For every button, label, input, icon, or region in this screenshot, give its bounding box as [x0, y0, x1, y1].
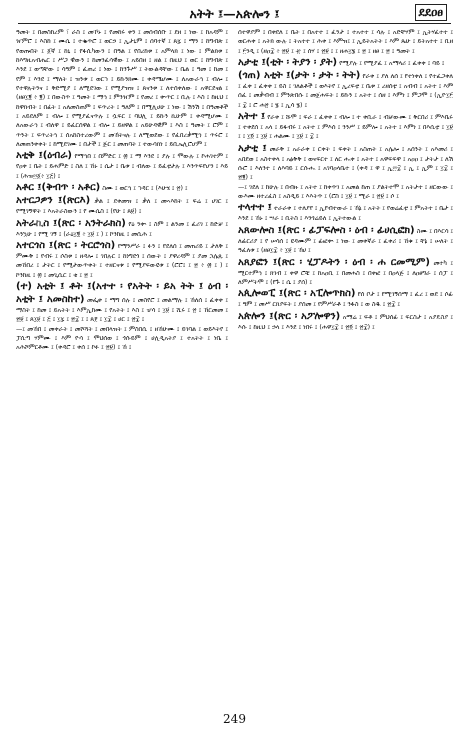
entry-definition: ቃል ፤ ደቀመዝ ፤ ቃለ ፤ መኣእከት ፤ ፍሬ ፤ ሀገር ፤ የሚገኝዋት ፤ እአትራስውን ፤ የ ሙሴስ ፤ (የሁ ፤ ጸ፱) ፤: [16, 198, 228, 216]
dictionary-entry: [238, 224, 453, 256]
entry-definition: ስሙ ፤ በእርሳ ፤ ለፊርሪያ ፤ የ ሠሳሰ ፤ ዩዳሙም ፤ ፊፎቍ ፤ ነው ፤ መቀኛራ ፤ ፈቀሪ ፤ ኸቁ ፤ ቸኔ ፤ ሠለት ፤ ዓፈለቱ ፤ (ዘፀ፲፰ ፥ ፲፱ ፤ ኸሀ ፤: [238, 227, 453, 255]
entry-definition: የራቀ ፤ ሹሞ ፤ ፍራ ፤ ፈቀቀ ፤ ብሎ ፤ ተ ቀቢራ ፤ ብቻውሙ ፤ ቅርበሪ ፤ ምእቤሩ ፤ ተቀደሰ ፤ አላ ፤ ይፋብሩ ፤ አትተ ፤ ምእሰ ፤ ንንሥ ፤ ይምሎ ፤ አትተ ፤ እምነ ፤ በእሲቲ ፤ ፲፱ ፤ ፤ ፲፬ ፤ ፲፱ ፤ ሐልሙ ፤ ፲፱ ፤ ፰ ፤: [238, 114, 453, 141]
entry-definition: ዓመት ፤ በመስከረም ፣ ራስ ፤ መኾኑ ፤ የመከሩ ቀን ፤ መሰብሰቡ ፤ ደዘ ፤ ነው ፤ ከአዳም ፤ ዠምሮ ፤ እስከ ፤ ሙሴ ፤ ተቈጥሮ ፤ ወርኃ ፤ ኢታኒም ፤ ሰባተኛ ፤ ጸ፯ ፤ ማን ፤ ከግብጽ ፤ የወጡበት ፤ ፩ኛ ፤ ከኒ ፤ የፋሲካውን ፤ በዓል ፤ የበረከቱ ፤ አምላክ ፤ ነው ፤ ምልክቱ ፤ ከእግዚአብሔር ፤ ሥጋ ዊውን ፤ ከመንፈሳዊው ፤ አይበዘ ፤ ዘል ፤ በዚህ ፤ ወር ፤ ከግብጽ ፤ እንደ ፤ ወጣቸው ፤ ሳዓም ፤ ፈጠረ ፤ ነው ፤ ከንጉሥ ፤ ትውልዳቸው ፤ ቤል ፤ ዓመ ፤ ከመ ፤ የም ፤ እንደ ፤ ማለት ፤ ዝንቱ ፤ ወርኀ ፤ ይኩንክሙ ፤ ቀዳሜሆሙ ፤ ለአውራኅ ፤ ብሎ ፤ የተዋሉትንና ፤ ቅድሚያ ፤ ለሚደገው ፤ የሚያዝዝ ፤ ጸናንቱ ፤ ለተሰቀለው ፤ አዋርደናል ፤ (ዘፀ፲፪ ፥ ፪) ፤ በውስጥ ፤ ዓመት ፤ ማኅ ፤ ምንዠም ፤ የመረ ፤ ቍጥር ፤ ቢሉ ፤ እስ ፤ ከዚህ ፤ ከዋክብት ፤ በፊት ፤ አለመስጠም ፤ ፍጥረት ፤ ዓለም ፤ በሚሊሀሁ ፤ ነው ፤ ሽንሽ ፤ በዓመቶች ፤ አይደለም ፤ ብሎ ፤ የሚያፈናጥሉ ፤ ሷፍር ፤ ባህሊ ፤ ይኩን ኪሁም ፤ ቀዳሚሆሙ ፤ ለአውራኅ ፤ ብለዋ ፤ ይፈርሰዋል ፤ ብሎ ፤ ይዘዋል ፤ አይሁዳዊም ፤ እስ ፤ ዓመት ፤ ሮም ፤ ጥንት ፤ ፍጥረትኅ ፤ ሰአከስተረውም ፤ መኸትናሉ ፤ ለሚወደው ፤ የፈበረቃሚኅ ፤ ጥሩሮ ፤ ለመጠንቀቀት ፤ ከሚደገሙ ፤ በታች ፤ ጅር ፤ መጠባት ፤ ተውሳክነ ፤ ይቢኤሊሮሆም ፤: [16, 29, 228, 149]
dictionary-entry: [16, 325, 228, 353]
dictionary-entry: [238, 256, 453, 288]
dictionary-entry: [238, 201, 453, 223]
dictionary-entry: [16, 217, 228, 239]
dictionary-entry: [16, 149, 228, 181]
entry-definition: የማንሥራ ፤ ፉን ፤ የደለሰ ፤ መጠሪይ ፤ ታለቅ ፤ ምሙቅ ፤ የብሩ ፤ ሶስቱ ፤ ዘዳሎ ፤ ገበሉር ፤ ከነግደጎ ፤ ሰውት ፤ ያዋረዳም ፤ ያመ ኋሌጹ ፤ መኸበረ ፤ ታትር ፤ የሚታውጥቀት ፤ ተዘርናቱ ፤ የሚያፍውዩቱ ፤ (ሮሮ፤ ፤ ፳ ፥ ፴ ፤ ) ፤ ኮንከዚ ፤ ፴ ፤ መጊሲር ፤ ቂ ፤ ፳ ፤: [16, 242, 228, 279]
dictionary-entry: [238, 142, 453, 183]
header-keyword-box: ደደዐፀ: [415, 4, 447, 21]
entry-definition: —፤ ገደለ ፤ ከሁሉ ፤ በብዙ ፤ አትተ ፤ ከቀጥገ ፤ አመል ከጠ ፤ ያልትተሞ ፤ አትታተ ፤ ዘርውው ፤ ውእሙ ዘተረፈስ ፤ አስዲይ ፤ እእትጥ ፤ (ሮስ ፤ ፲፱ ፤ ሚራ ፤ ፳፱ ፤ ሶ ፤: [238, 183, 453, 201]
entry-headword: ተላተተ ፤: [238, 202, 272, 214]
page-number: 249: [223, 712, 246, 726]
dictionary-entry: [238, 69, 453, 110]
entry-definition: የሰ ቦታ ፤ የሚገኝሰማ ፤ ፈረ ፤ ወደ ፤ ሶፊ ፤ ዓም ፤ መሥ ርክያፍት ፤ ያሰመ ፤ የምሥራቶ ፤ ንፋስ ፤ ወ ስዱ ፤ ፳፰ ፤: [238, 291, 453, 309]
entry-headword: አጵሎን ፤(ጽር ፡ አፖሎዋን): [238, 310, 341, 322]
dictionary-entry: [238, 110, 453, 142]
header-rule: [18, 23, 451, 24]
dictionary-entry: [16, 194, 228, 216]
dictionary-entry: [238, 310, 453, 332]
entry-definition: አማሬ ፤ ፍቶ ፤ ምህሰፊ ፤ ፍርስታ ፤ አያዴስያ ፤ እሱ ፤ ከዚህ ፤ ኃላ ፤ እንደ ፤ ነበሩ ፤ (ሐዋ፲፰ ፤ ፳፬ ፤ ፳፰) ፤: [238, 313, 453, 331]
entry-definition: መፌቀ ፤ ማግ ሰሉ ፤ መስየሮ ፤ መልማሉ ፤ ኸለሰ ፤ ፈቀቀ ፤ ማስት ፤ ከመ ፤ ይአትት ፤ እምኢከሙ ፤ የአትት ፤ እስ ፤ ሇሳ ፤ ፲፱ ፤ ሺሩ ፤ ፳ ፤ ኸርመመ ፤ ፳፱ ፤ ጸ፲፱ ፤ ፭ ፤ ፲፯ ፤ ፳፰ ፤ ፤ ጸ፻ ፤ ፲፰ ፤ ሀር ፤ ፳፰ ፤: [16, 296, 228, 324]
entry-definition: መራቅ ፤ አራራቀ ፤ ርቀት ፤ ፍቀት ፤ አስጠት ፤ አሌሎ ፤ አሰንት ፤ አእመሪ ፤ አበደወ ፤ አስተቀላ ፤ አፅቅቅ ፤ ወናፍርተ ፤ ለር ሑቀ ፤ አትተ ፤ አዋፍፍዋ ፤ አዐዐ ፤ ታትታ ፤ ለሽ ሱሮ ፤ እለንተ ፤ ለእባይ ፤ ርሱሑ ፤ አገባዐላቤተ ፤ (ቀዳ ፤ ዋ ፤ ኢ፵፰ ፤ ኢ ፤ ኢም ፤ ፲፰ ፤ ፳፪) ፤: [238, 145, 453, 182]
running-title: አትት ፤—አጵሎን ፤: [189, 6, 280, 21]
entry-headword: አጸያፎን ፤(ጽር ፡ ሂፓዶትን ፡ ዕብ ፡ ሐ ርመሚም): [238, 256, 430, 268]
entry-definition: —፤ መኸበ ፤ መቀራት ፤ መሾሻት ፤ መበላዝት ፤ ምስበሲ ፤ ዘኸሁሙ ፤ ይገባል ፤ ወይእትየ ፤ ፓሲጣ ሃምሙ ፤ እም ዮሳ ፤ ሞህሰወ ፤ ጎሱይም ፤ ሀሊዲአትያ ፤ ተአትት ፤ ነቤ ፤ አሕሾምርቶሙ ፤ (ቀዳሮ ፤ ቀሰ ፤ ኮፉ ፤ ፳፱) ፤ ኸ ፤: [16, 325, 228, 352]
dictionary-entry: [16, 181, 228, 194]
entry-headword: (ተ) አቲት ፤ ቶት ፤(አተተ ፡ የአትት ፡ ይአ ትት ፤ ዕብ ፡ አቲት ፤ አመስከተ): [16, 280, 228, 305]
entry-headword: አትራኪስ ፤(ጽር ፡ አንትራክስ): [16, 217, 126, 229]
entry-definition: ተራራቀ ፤ ተለያየ ፤ ኢየብተውራ ፤ ኸኔ ፤ አትት ፤ የወሬፈቲ ፤ ምአትተ ፤ ቤታ ፤ እንደ ፤ ኸኑ ፤ ሣራ ፤ ቢትስ ፤ እንጎሬይለ ፤ ኢትተውል ፤: [238, 205, 453, 223]
entry-definition: መተካ ፤ ሚርተምኅ ፤ ክገብ ፤ ቀዋ ሮቹ ፤ ከአዐቢ ፤ በመሐስ ፤ በቀፎ ፤ በዐላጅ ፤ ለዐፀግራ ፤ ሰፓ ፤ ለምሥትሞ ፤ (የጉ ፤ ሴ ፤ ያሰ) ፤: [238, 259, 453, 286]
dictionary-entry: [16, 280, 228, 325]
entry-headword: (ጎጠ) አቲት ፤(ታት ፡ ታት ፡ ትት): [238, 70, 361, 82]
entry-headword: አጸውሎስ ፤(ጽር ፡ ፊፓፍሎስ ፡ ዕብ ፡ ፊሀሲፎክ): [238, 224, 415, 236]
dictionary-entry: [16, 28, 228, 149]
entry-definition: የሚያሉ ፤ የሚያፈ ፤ አማላሪ ፤ ፈቀቀ ፤ ባይ ፤: [339, 60, 445, 68]
entry-headword: አቲቅ ፤(ዕብራ): [16, 150, 72, 162]
dictionary-entry: [238, 287, 453, 309]
right-column: [238, 28, 453, 708]
entry-definition: የማኅበ ፤ በምድር ፤ ፴ ፤ ማ እንደ ፤ ያሉ ፤ ሞውሉ ፤ ኮሐገተም ፤ የዐቀ ፤ ቤት ፤ ይሐምድ ፤ ስለ ፤ ኸኑ ፤ ሴታ ፤ ቤቱ ፤ ብለው ፤ ይፈቲታሉ ፤ እንጥፍየሆን ፤ እይ ፤ (ሕዝ፵፩፥ ፲፭) ፤: [16, 153, 228, 180]
entry-headword: አቶር ፤(ቅብጥ ፡ አቶር): [16, 182, 101, 194]
dictionary-entry: [238, 56, 453, 69]
entry-headword: አታቲ ፤(ቲት ፡ ትያን ፡ ያት): [238, 57, 338, 69]
entry-headword: አተርጋዎን ፤(ጽርእ): [16, 195, 91, 207]
entry-headword: አተርጎስ ፤(ጽር ፡ ትርሮጎስ): [16, 239, 116, 251]
dictionary-entry: [16, 239, 228, 280]
entry-definition: ስሙ ፤ ወርኅ ፤ ኀዳር ፤ (እሁሄ ፤ ፳) ፤: [102, 185, 188, 193]
dictionary-entry: [238, 183, 453, 202]
dictionary-entry: [238, 28, 453, 56]
entry-definition: ሰተዋያም ፤ በቀደለ ፤ ቤት ፤ በአተተ ፤ ፈንታ ፤ ተአተተ ፤ ሳሉ ፤ አድቸሃም ፤ ኢትሃፈተተ ፤ ወርሐቀ ፤ አትክ ውሉ ፤ ትአተተ ፤ ሕቀ ፤ እምዝ፤ ፤ ኢይትአትት ፤ እም ጼሁ ፤ ይትአተተ ፤ ቢዘ ፤ ፫ንዲ ፤ (ዘዐ፰ ፥ ፳፱ ፤ ፹ ፤ ሰሃ ፤ ፳፱ ፤ ፤ ዘሐ፲፮ ፤ ፳ ፤ ዘፀ ፤ ፳ ፤ ዓመት ፤: [238, 29, 453, 55]
entry-headword: አታቲ ፤: [238, 142, 267, 154]
entry-headword: አጲሎወፒ ፤(ጽር ፡ አፒሎጥክስ): [238, 288, 356, 300]
entry-headword: አትተ ፤: [238, 111, 266, 123]
left-column: [16, 28, 228, 708]
entry-definition: የዕ ንቍ ፤ ስም ፤ ልንመ ፤ ፈሪገ ፤ ከድቻ ፤ እንኳሁ ፤ የሚ ገኝ ፤ (ራዕ፲፪ ፥ ፲፱ ፤ ) ፤ ኮንከዚ ፤ መሲሕ ፤: [16, 220, 228, 238]
entry-definition: የራቀ ፤ ያለ ለሰ ፤ የተነቀለ ፤ የተፈጋቀለ ፤ ፈቀ ፤ ፈቀቀ ፤ ይስ ፤ ገለልቶች ፤ ወእትየ ፤ ኢረፍቲ ፤ ቤቱ ፤ ረዘሰቲ ፤ አብብ ፤ አትተ ፤ እም ሰፈ ፤ መቃብብ ፤ ምንጽበሱ ፤ መጀሐፍት ፤ ይኩን ፤ አትተ ፤ ሰዘ ፤ እምነ ፤ ምጋሞ ፤ (ኢዮ፲፫ ፤ ፰ ፤ ሮ ሐ፳ ፤ ፮ ፤ ኢሳ ፮) ፤: [238, 73, 453, 109]
